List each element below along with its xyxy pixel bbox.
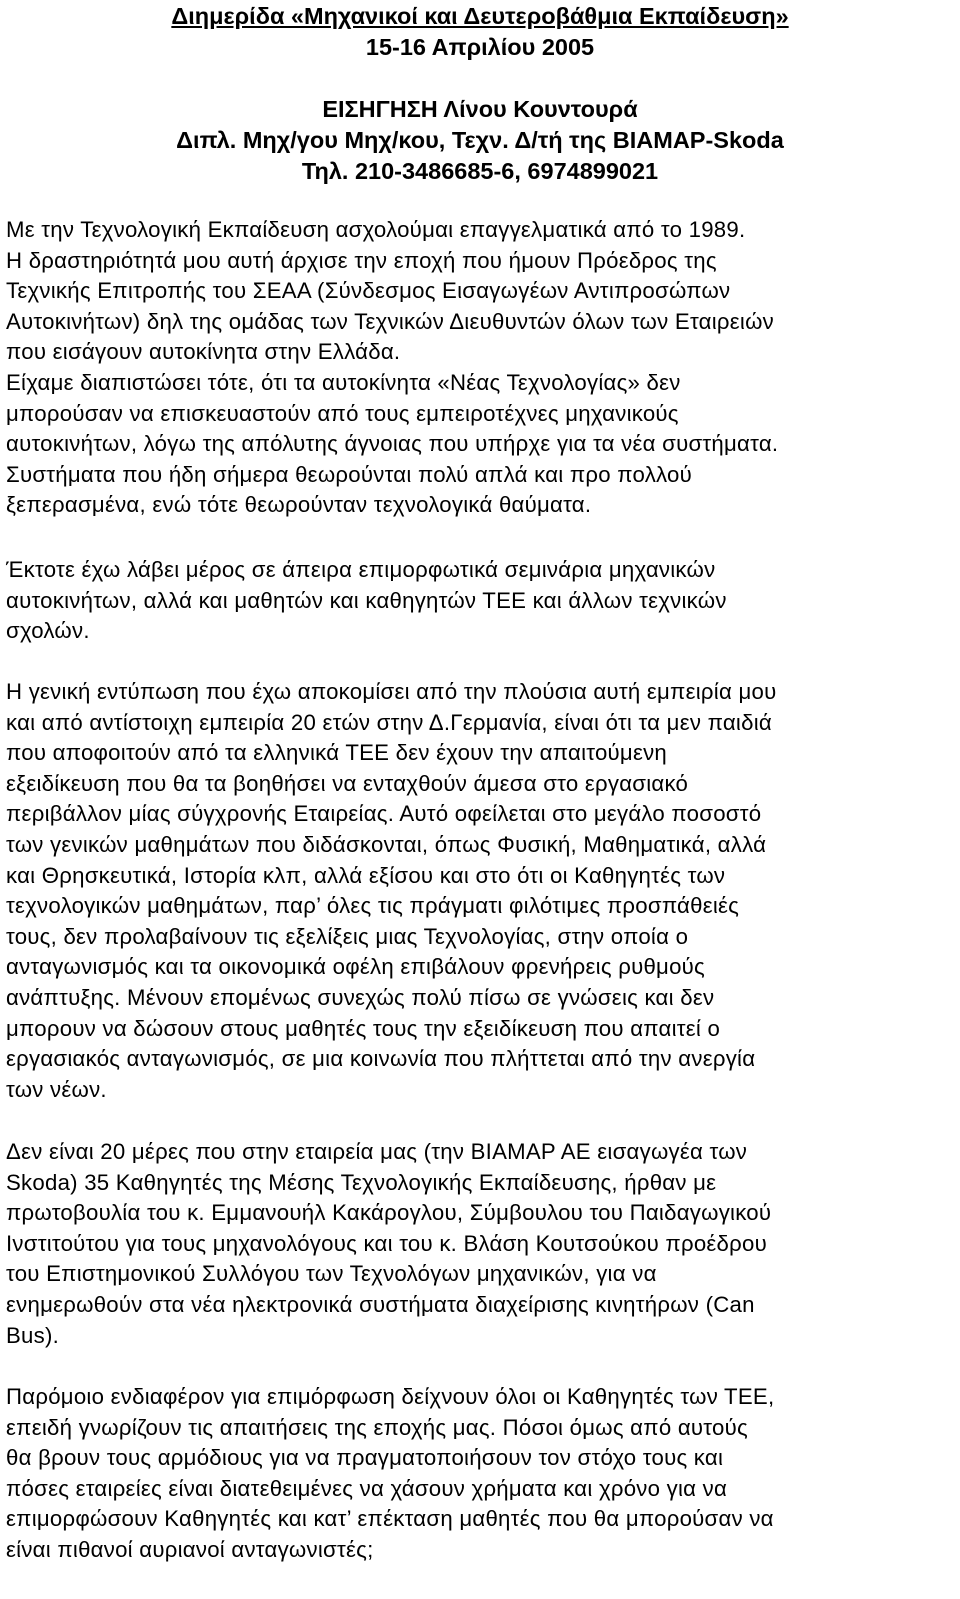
paragraph-line: και Θρησκευτικά, Ιστορία κλπ, αλλά εξίσου και στο ότι οι Καθηγητές των (6, 862, 726, 888)
paragraph-line: περιβάλλον μίας σύγχρονής Εταιρείας. Αυτό οφείλεται στο μεγάλο ποσοστό (6, 801, 762, 827)
paragraph-1 (6, 215, 952, 521)
author-phone: Τηλ. 210-3486685-6, 6974899021 (301, 158, 659, 184)
document-title: Διημερίδα «Μηχανικοί και Δευτεροβάθμια Εκπαίδευση» (171, 3, 789, 29)
paragraph-4 (6, 1137, 952, 1351)
paragraph-line: Δεν είναι 20 μέρες που στην εταιρεία μας (την ΒΙΑΜΑΡ ΑΕ εισαγωγέα των (6, 1139, 748, 1164)
paragraph-line: μπορουν να δώσουν στους μαθητές τους την εξειδίκευση που απαιτεί ο (6, 1015, 721, 1041)
paragraph-line: Με την Τεχνολογική Εκπαίδευση ασχολούμαι επαγγελματικά από το 1989. (6, 217, 746, 242)
paragraph-line: Τεχνικής Επιτροπής του ΣΕΑΑ (Σύνδεσμος Εισαγωγέων Αντιπροσώπων (6, 278, 731, 304)
paragraph-line: τους, δεν προλαβαίνουν τις εξελίξεις μιας Τεχνολογίας, στην οποία ο (6, 923, 689, 949)
paragraph-line: Bus). (6, 1322, 60, 1348)
paragraph-line: αυτοκινήτων, λόγω της απόλυτης άγνοιας που υπήρχε για τα νέα συστήματα. (6, 431, 779, 457)
paragraph-line: Skoda) 35 Καθηγητές της Μέσης Τεχνολογικής Εκπαίδευσης, ήρθαν με (6, 1169, 717, 1195)
paragraph-line: επειδή γνωρίζουν τις απαιτήσεις της εποχής μας. Πόσοι όμως από αυτούς (6, 1414, 748, 1440)
paragraph-line: Αυτοκινήτων) δηλ της ομάδας των Τεχνικών Διευθυντών όλων των Εταιρειών (6, 308, 775, 334)
paragraph-line: Η δραστηριότητά μου αυτή άρχισε την εποχή που ήμουν Πρόεδρος της (6, 247, 717, 273)
paragraph-line: σχολών. (6, 618, 90, 644)
paragraph-line: που εισάγουν αυτοκίνητα στην Ελλάδα. (6, 339, 401, 365)
paragraph-line: Συστήματα που ήδη σήμερα θεωρούνται πολύ απλά και προ πολλού (6, 461, 693, 487)
paragraph-line: τεχνολογικών μαθημάτων, παρ’ όλες τις πράγματι φιλότιμες προσπάθειές (6, 893, 740, 919)
paragraph-line: αυτοκινήτων, αλλά και μαθητών και καθηγητών ΤΕΕ και άλλων τεχνικών (6, 587, 727, 613)
paragraph-line: ξεπερασμένα, ενώ τότε θεωρούνταν τεχνολογικά θαύματα. (6, 492, 592, 518)
paragraph-line: που αποφοιτούν από τα ελληνικά ΤΕΕ δεν έχουν την απαιτούμενη (6, 740, 668, 766)
paragraph-line: εργασιακός ανταγωνισμός, σε μια κοινωνία που πλήττεται από την ανεργία (6, 1046, 756, 1072)
paragraph-line: των γενικών μαθημάτων που διδάσκονται, όπως Φυσική, Μαθηματικά, αλλά (6, 831, 767, 857)
paragraph-line: Είχαμε διαπιστώσει τότε, ότι τα αυτοκίνητα «Νέας Τεχνολογίας» δεν (6, 369, 681, 395)
paragraph-line: Έκτοτε έχω λάβει μέρος σε άπειρα επιμορφωτικά σεμινάρια μηχανικών (6, 557, 716, 582)
paragraph-line: θα βρουν τους αρμόδιους για να πραγματοποιήσουν τον στόχο τους και (6, 1445, 724, 1471)
paragraph-line: πρωτοβουλία του κ. Εμμανουήλ Κακάρογλου, Σύμβουλου του Παιδαγωγικού (6, 1200, 772, 1226)
paragraph-line: εξειδίκευση που θα τα βοηθήσει να ενταχθούν άμεσα στο εργασιακό (6, 770, 689, 796)
paragraph-line: ενημερωθούν στα νέα ηλεκτρονικά συστήματα διαχείρισης κινητήρων (Can (6, 1291, 755, 1317)
document-dates: 15-16 Απριλίου 2005 (365, 34, 595, 60)
author-block (0, 94, 960, 187)
paragraph-line: ανάπτυξης. Μένουν επομένως συνεχώς πολύ πίσω σε γνώσεις και δεν (6, 984, 715, 1010)
paragraph-line: πόσες εταιρείες είναι διατεθειμένες να χάσουν χρήματα και χρόνο για να (6, 1475, 728, 1501)
paragraph-line: Παρόμοιο ενδιαφέρον για επιμόρφωση δείχνουν όλοι οι Καθηγητές των ΤΕΕ, (6, 1384, 775, 1409)
paragraph-line: του Επιστημονικού Συλλόγου των Τεχνολόγων μηχανικών, για να (6, 1261, 657, 1287)
document-header (0, 1, 960, 63)
author-name: ΕΙΣΗΓΗΣΗ Λίνου Κουντουρά (322, 96, 638, 122)
paragraph-line: μπορούσαν να επισκευαστούν από τους εμπειροτέχνες μηχανικούς (6, 400, 679, 426)
paragraph-3 (6, 677, 952, 1105)
paragraph-line: είναι πιθανοί αυριανοί ανταγωνιστές; (6, 1536, 374, 1562)
paragraph-line: Ινστιτούτου για τους μηχανολόγους και του κ. Βλάση Κουτσούκου προέδρου (6, 1230, 768, 1256)
paragraph-5 (6, 1382, 952, 1566)
paragraph-line: επιμορφώσουν Καθηγητές και κατ’ επέκταση μαθητές που θα μπορούσαν να (6, 1506, 774, 1532)
author-title: Διπλ. Μηχ/γου Μηχ/κου, Τεχν. Δ/τή της ΒΙΑΜΑΡ-Skoda (176, 127, 784, 153)
paragraph-2 (6, 555, 952, 647)
paragraph-line: ανταγωνισμός και τα οικονομικά οφέλη επιβάλουν φρενήρεις ρυθμούς (6, 954, 705, 980)
paragraph-line: και από αντίστοιχη εμπειρία 20 ετών στην Δ.Γερμανία, είναι ότι τα μεν παιδιά (6, 709, 772, 735)
paragraph-line: των νέων. (6, 1076, 107, 1102)
paragraph-line: Η γενική εντύπωση που έχω αποκομίσει από την πλούσια αυτή εμπειρία μου (6, 679, 777, 704)
